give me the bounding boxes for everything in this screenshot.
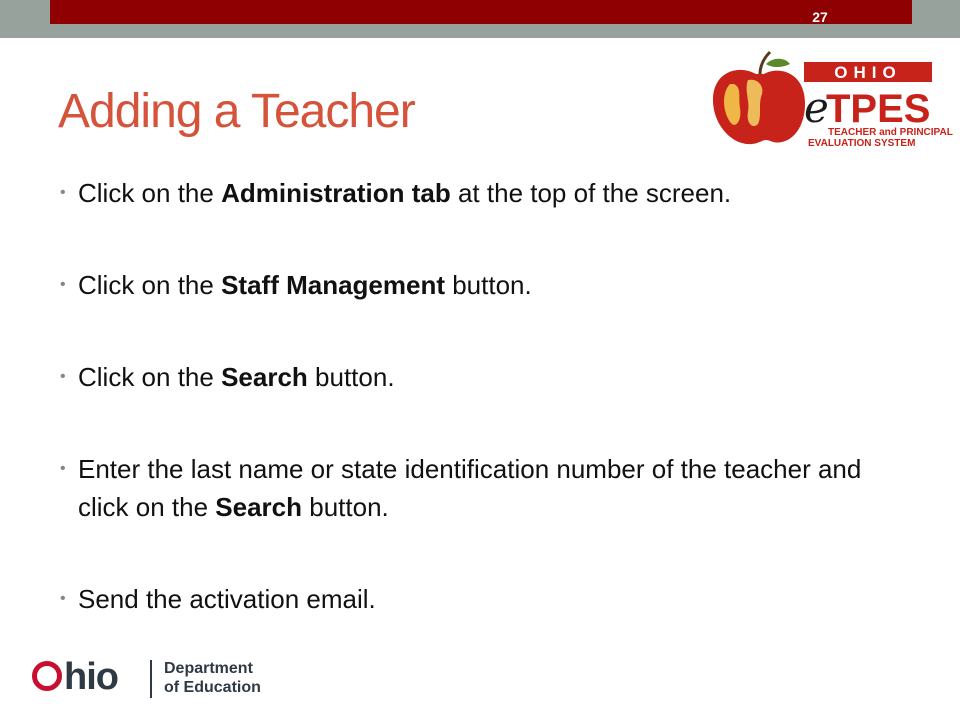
brand-e: e	[804, 83, 829, 132]
ohio-department-logo	[32, 652, 292, 704]
bullet-item: • Click on the Search button.	[60, 358, 900, 396]
tagline-line1: TEACHER and PRINCIPAL	[828, 127, 953, 138]
ohio-wordmark: hio	[64, 656, 118, 698]
bullet-item: • Click on the Administration tab at the top of the screen.	[60, 174, 900, 212]
dept-line-1: Department	[164, 660, 253, 677]
apple-icon	[713, 52, 805, 144]
slide-number: 27	[812, 9, 828, 25]
etpes-logo	[708, 50, 953, 150]
ohio-banner-text: OHIO	[834, 63, 902, 82]
bullet-list	[60, 174, 900, 672]
tagline-line2: EVALUATION SYSTEM	[808, 138, 916, 149]
slide-title: Adding a Teacher	[58, 85, 415, 138]
footer-divider	[150, 660, 152, 698]
bullet-item: • Enter the last name or state identification number of the teacher and click on the Search button.	[60, 450, 900, 526]
dept-line-2: of Education	[164, 679, 261, 696]
top-accent-bar	[50, 0, 912, 24]
brand-tpes: TPES	[826, 87, 931, 131]
bullet-item: • Send the activation email.	[60, 580, 900, 618]
ohio-o-icon	[32, 661, 62, 691]
bullet-item: • Click on the Staff Management button.	[60, 266, 900, 304]
